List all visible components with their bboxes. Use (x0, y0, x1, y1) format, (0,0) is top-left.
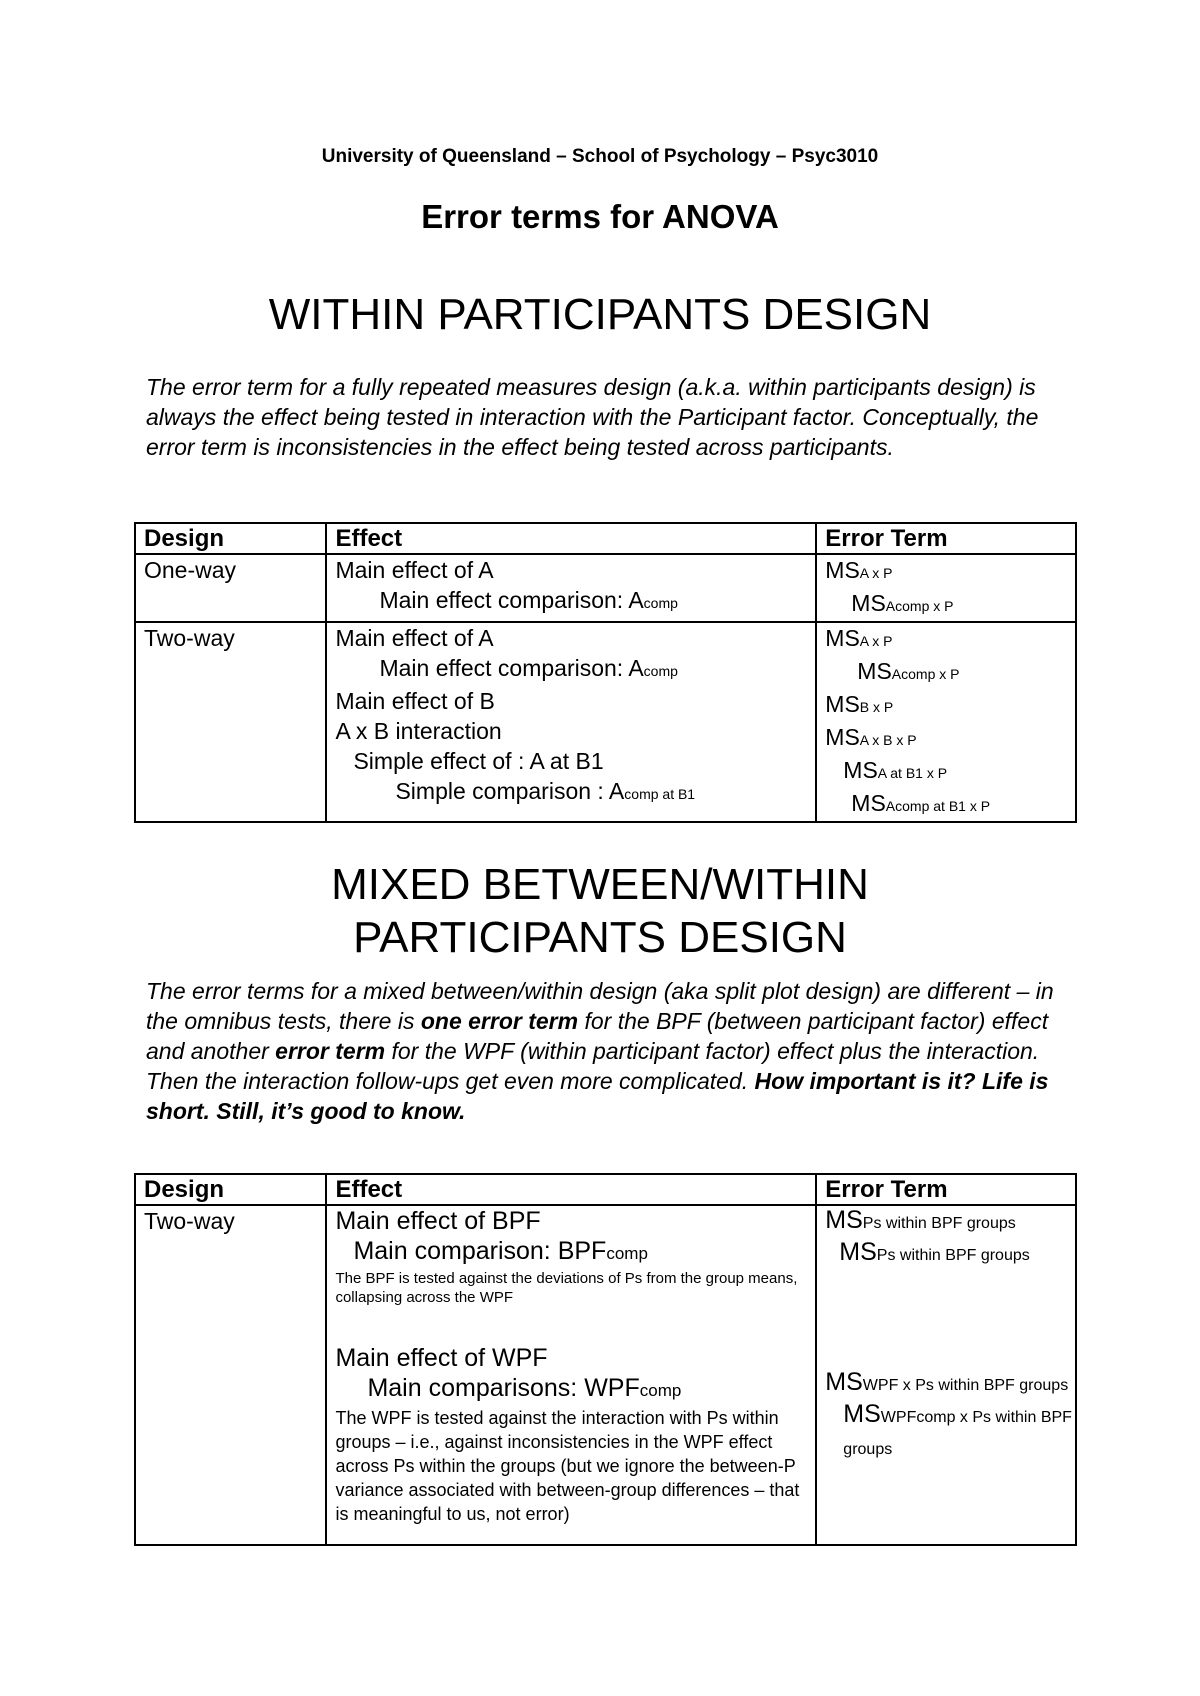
effect-line: Main effect comparison: Acomp (379, 655, 678, 681)
document-header: University of Queensland – School of Psychology – Psyc3010 (321, 146, 879, 167)
error-line: MSWPF x Ps within BPF groups (825, 1368, 1069, 1396)
error-line: MSA at B1 x P (843, 757, 948, 783)
mixed-heading-line: PARTICIPANTS DESIGN (353, 913, 847, 962)
effect-line: Main comparison: BPFcomp (353, 1237, 648, 1265)
effect-line: A x B interaction (335, 718, 502, 744)
effect-line: Main effect of B (335, 688, 495, 714)
table-row (135, 622, 1076, 822)
error-line: MSB x P (825, 691, 894, 717)
design-cell: Two-way (135, 1205, 326, 1545)
header-effect: Effect (326, 523, 816, 554)
header-design: Design (135, 523, 326, 554)
mixed-paragraph: The error terms for a mixed between/within design (aka split plot design) are different – in the omnibus tests, there is one error term for the BPF (between participant factor) effect and another error term for the WPF (within participant factor) effect plus the interaction. Then the interaction follow-ups get even more complicated. How important is it? Life is short. Still, it’s good to know. (146, 978, 1054, 1124)
header-design: Design (135, 1174, 326, 1205)
document-title: Error terms for ANOVA (421, 198, 779, 235)
design-cell: One-way (135, 554, 326, 622)
bpf-note: The BPF is tested against the deviations of Ps from the group means, collapsing across the WPF (335, 1270, 798, 1306)
effect-cell (326, 622, 816, 822)
header-error-term: Error Term (816, 523, 1076, 554)
error-cell (816, 1205, 1076, 1545)
mixed-heading-line: MIXED BETWEEN/WITHIN (331, 860, 869, 909)
effect-line: Main comparisons: WPFcomp (367, 1374, 682, 1402)
error-line: MSWPFcomp x Ps within BPF groups (843, 1400, 1072, 1458)
error-line: MSA x P (825, 557, 893, 583)
effect-line: Simple effect of : A at B1 (353, 748, 604, 774)
effect-line: Simple comparison : Acomp at B1 (395, 778, 696, 804)
effect-cell (326, 1205, 816, 1545)
mixed-section-heading (0, 858, 1200, 964)
error-cell (816, 622, 1076, 822)
table-row (135, 1205, 1076, 1545)
error-line: MSA x P (825, 625, 893, 651)
header-error-term: Error Term (816, 1174, 1076, 1205)
within-section-heading: WITHIN PARTICIPANTS DESIGN (268, 290, 932, 339)
within-table (134, 522, 1077, 823)
mixed-table (134, 1173, 1077, 1546)
effect-line: Main effect of WPF (335, 1344, 548, 1372)
wpf-note: The WPF is tested against the interaction with Ps within groups – i.e., against inconsistencies in the WPF effect across Ps within the groups (but we ignore the between-P variance associated with between-group differences – that is meaningful to us, not error) (335, 1408, 800, 1524)
table-header-row (135, 523, 1076, 554)
effect-line: Main effect of BPF (335, 1207, 541, 1235)
error-line: MSAcomp x P (851, 590, 954, 616)
error-line: MSAcomp at B1 x P (851, 790, 991, 816)
design-cell: Two-way (135, 622, 326, 822)
spacer (335, 1307, 815, 1343)
error-cell (816, 554, 1076, 622)
effect-line: Main effect of A (335, 625, 494, 651)
table-header-row (135, 1174, 1076, 1205)
header-effect: Effect (326, 1174, 816, 1205)
spacer (825, 1270, 1075, 1368)
table-row (135, 554, 1076, 622)
error-line: MSPs within BPF groups (839, 1238, 1030, 1266)
error-line: MSA x B x P (825, 724, 917, 750)
within-paragraph: The error term for a fully repeated measures design (a.k.a. within participants design) is always the effect being tested in interaction with the Participant factor. Conceptually, the error term is inconsistencies in the effect being tested across participants. (146, 374, 1039, 460)
effect-line: Main effect of A (335, 557, 494, 583)
effect-cell (326, 554, 816, 622)
effect-line: Main effect comparison: Acomp (379, 587, 678, 613)
error-line: MSAcomp x P (857, 658, 960, 684)
error-line: MSPs within BPF groups (825, 1206, 1016, 1234)
